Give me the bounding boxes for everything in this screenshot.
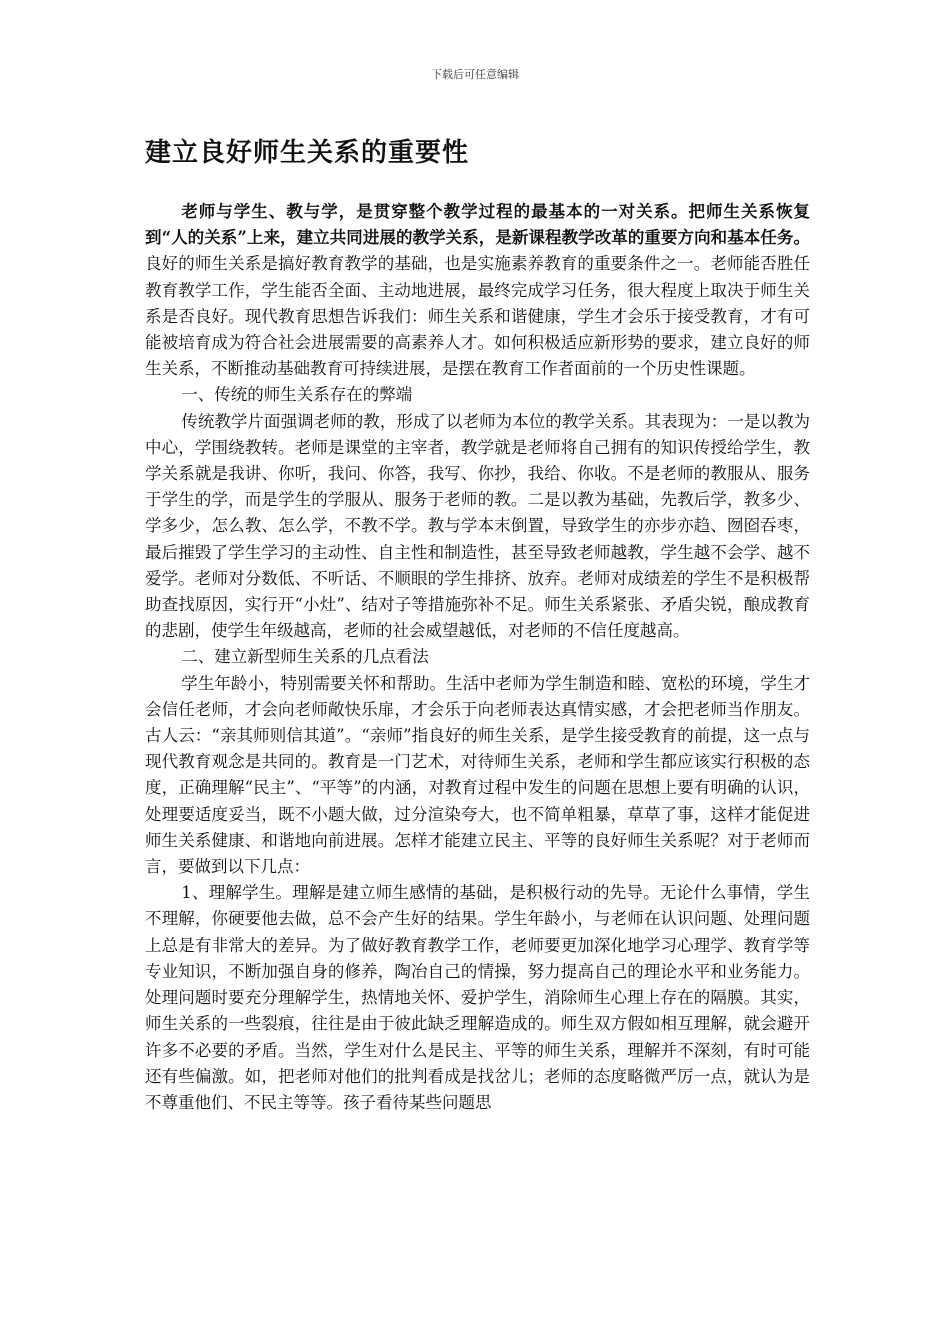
- page-header: 下载后可任意编辑: [431, 68, 519, 81]
- intro-paragraph: [145, 199, 810, 382]
- intro-bold-text: 老师与学生、教与学，是贯穿整个教学过程的最基本的一对关系。把师生关系恢复到“人的关系”上来，建立共同进展的教学关系，是新课程教学改革的重要方向和基本任务。: [145, 202, 810, 248]
- section2-point1: 1、理解学生。理解是建立师生感情的基础，是积极行动的先导。无论什么事情，学生不理解，你硬要他去做，总不会产生好的结果。学生年龄小，与老师在认识问题、处理问题上总是有非常大的差异。为了做好教育教学工作，老师要更加深化地学习心理学、教育学等专业知识，不断加强自身的修养，陶冶自己的情操，努力提高自己的理论水平和业务能力。处理问题时要充分理解学生，热情地关怀、爱护学生，消除师生心理上存在的隔膜。其实，师生关系的一些裂痕，往往是由于彼此缺乏理解造成的。师生双方假如相互理解，就会避开许多不必要的矛盾。当然，学生对什么是民主、平等的师生关系，理解并不深刻，有时可能还有些偏激。如，把老师对他们的批判看成是找岔儿；老师的态度略微严厉一点，就认为是不尊重他们、不民主等等。孩子看待某些问题思: [145, 883, 810, 1112]
- section1-heading: 一、传统的师生关系存在的弊端: [181, 385, 413, 405]
- document-title: 建立良好师生关系的重要性: [145, 138, 470, 168]
- section2-heading: 二、建立新型师生关系的几点看法: [181, 647, 429, 667]
- intro-text: 良好的师生关系是搞好教育教学的基础，也是实施素养教育的重要条件之一。老师能否胜任教育教学工作，学生能否全面、主动地进展，最终完成学习任务，很大程度上取决于师生关系是否良好。现代教育思想告诉我们：师生关系和谐健康，学生才会乐于接受教育，才有可能被培育成为符合社会进展需要的高素养人才。如何积极适应新形势的要求，建立良好的师生关系，不断推动基础教育可持续进展，是摆在教育工作者面前的一个历史性课题。: [145, 254, 810, 379]
- section2-paragraph: 学生年龄小，特别需要关怀和帮助。生活中老师为学生制造和睦、宽松的环境，学生才会信任老师，才会向老师敞快乐扉，才会乐于向老师表达真情实感，才会把老师当作朋友。古人云：“亲其师则信其道”。“亲师”指良好的师生关系，是学生接受教育的前提，这一点与现代教育观念是共同的。教育是一门艺术，对待师生关系，老师和学生都应该实行积极的态度，正确理解“民主”、“平等”的内涵，对教育过程中发生的问题在思想上要有明确的认识，处理要适度妥当，既不小题大做，过分渲染夸大，也不简单粗暴，草草了事，这样才能促进师生关系健康、和谐地向前进展。怎样才能建立民主、平等的良好师生关系呢？对于老师而言，要做到以下几点：: [145, 673, 810, 877]
- document-body: [145, 199, 810, 1116]
- section1-paragraph: 传统教学片面强调老师的教，形成了以老师为本位的教学关系。其表现为：一是以教为中心，学围绕教转。老师是课堂的主宰者，教学就是老师将自己拥有的知识传授给学生，教学关系就是我讲、你听，我问、你答，我写、你抄，我给、你收。不是老师的教服从、服务于学生的学，而是学生的学服从、服务于老师的教。二是以教为基础，先教后学，教多少、学多少，怎么教、怎么学，不教不学。教与学本末倒置，导致学生的亦步亦趋、囫囵吞枣，最后摧毁了学生学习的主动性、自主性和制造性，甚至导致老师越教，学生越不会学、越不爱学。老师对分数低、不听话、不顺眼的学生排挤、放弃。老师对成绩差的学生不是积极帮助查找原因，实行开“小灶”、结对子等措施弥补不足。师生关系紧张、矛盾尖锐，酿成教育的悲剧，使学生年级越高，老师的社会威望越低，对老师的不信任度越高。: [145, 411, 810, 641]
